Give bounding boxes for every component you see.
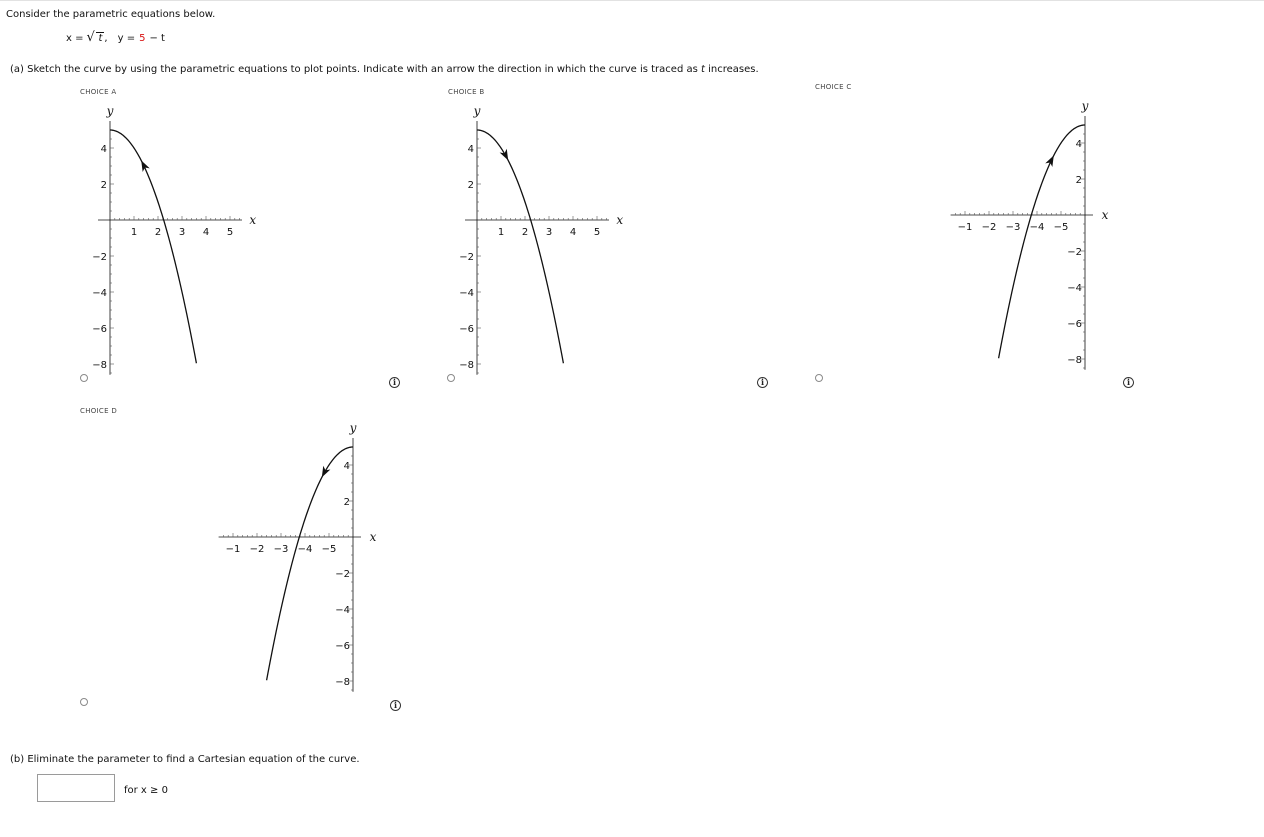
choice-a-radio[interactable]	[80, 374, 88, 382]
part-b-prompt: (b) Eliminate the parameter to find a Cartesian equation of the curve.	[10, 754, 360, 765]
x-tick-label: 5	[593, 227, 601, 238]
y-tick-label: 4	[467, 144, 474, 155]
x-tick-label: 3	[545, 227, 553, 238]
domain-condition: for x ≥ 0	[124, 785, 168, 796]
y-tick-label: −4	[92, 288, 107, 299]
x-tick-label: −1	[225, 544, 241, 555]
y-tick-label: 2	[1075, 175, 1082, 186]
y-tick-label: −2	[92, 252, 107, 263]
x-tick-label: −5	[1053, 222, 1069, 233]
y-tick-label: −6	[335, 641, 350, 652]
x-tick-label: 2	[154, 227, 162, 238]
choice-c-label: CHOICE C	[815, 83, 852, 91]
choice-b-label: CHOICE B	[448, 88, 485, 96]
x-tick-label: 1	[130, 227, 138, 238]
choice-c-graph	[820, 90, 1120, 385]
part-a-prompt: (a) Sketch the curve by using the parametric equations to plot points. Indicate with an arrow the direction in which the curve is traced as t increases.	[10, 64, 759, 75]
y-axis-label: y	[1081, 99, 1089, 113]
parametric-curve	[477, 130, 563, 363]
y-tick-label: 2	[343, 497, 350, 508]
x-tick-label: 5	[226, 227, 234, 238]
choice-a-graph	[85, 95, 385, 390]
eq-x-lhs: x =	[66, 33, 84, 44]
y-tick-label: −4	[459, 288, 474, 299]
top-divider	[0, 0, 1264, 1]
y-tick-label: −8	[335, 677, 350, 688]
x-tick-label: −5	[321, 544, 337, 555]
choice-c-radio[interactable]	[815, 374, 823, 382]
y-tick-label: −4	[1067, 283, 1082, 294]
y-tick-label: 4	[343, 461, 350, 472]
x-tick-label: 4	[569, 227, 577, 238]
x-tick-label: 1	[497, 227, 505, 238]
choice-b-graph	[452, 95, 752, 390]
x-tick-label: 4	[202, 227, 210, 238]
choice-d-graph	[88, 412, 388, 707]
choice-c-info-icon[interactable]: i	[1123, 377, 1134, 388]
parametric-curve	[110, 130, 196, 363]
direction-arrow-icon	[500, 149, 509, 161]
y-tick-label: −8	[459, 360, 474, 371]
radical-sign-icon: √	[86, 30, 95, 45]
y-tick-label: −6	[459, 324, 474, 335]
choice-a-label: CHOICE A	[80, 88, 117, 96]
y-axis-label: y	[473, 104, 481, 118]
choice-d-info-icon[interactable]: i	[390, 700, 401, 711]
problem-intro: Consider the parametric equations below.	[6, 9, 216, 20]
x-tick-label: −3	[1005, 222, 1021, 233]
eq-y-const: 5	[139, 33, 146, 44]
y-axis-label: y	[106, 104, 114, 118]
x-tick-label: −3	[273, 544, 289, 555]
x-tick-label: −1	[957, 222, 973, 233]
choice-b-radio[interactable]	[447, 374, 455, 382]
y-tick-label: −2	[335, 569, 350, 580]
y-tick-label: 2	[100, 180, 107, 191]
x-axis-label: x	[369, 530, 377, 544]
x-tick-label: −2	[981, 222, 997, 233]
y-tick-label: −4	[335, 605, 350, 616]
y-tick-label: −6	[92, 324, 107, 335]
eq-y-rest: − t	[149, 33, 165, 44]
eq-sep: ,	[104, 33, 108, 44]
parametric-equations	[66, 30, 165, 45]
y-tick-label: −8	[92, 360, 107, 371]
choice-b-info-icon[interactable]: i	[757, 377, 768, 388]
sqrt-t: √ t	[86, 30, 103, 45]
y-axis-label: y	[349, 421, 357, 435]
direction-arrow-icon	[322, 466, 331, 478]
y-tick-label: 4	[1075, 139, 1082, 150]
x-axis-label: x	[616, 213, 624, 227]
x-tick-label: −4	[1029, 222, 1045, 233]
choice-a-info-icon[interactable]: i	[389, 377, 400, 388]
y-tick-label: 4	[100, 144, 107, 155]
eq-y-lhs: y =	[117, 33, 136, 44]
choice-d-radio[interactable]	[80, 698, 88, 706]
x-axis-label: x	[1101, 208, 1109, 222]
cartesian-equation-input[interactable]	[37, 774, 115, 802]
y-tick-label: −6	[1067, 319, 1082, 330]
y-tick-label: −2	[1067, 247, 1082, 258]
y-tick-label: −2	[459, 252, 474, 263]
x-tick-label: −2	[249, 544, 265, 555]
y-tick-label: −8	[1067, 355, 1082, 366]
x-tick-label: 3	[178, 227, 186, 238]
x-axis-label: x	[249, 213, 257, 227]
x-tick-label: 2	[521, 227, 529, 238]
choice-d-label: CHOICE D	[80, 407, 118, 415]
x-tick-label: −4	[297, 544, 313, 555]
y-tick-label: 2	[467, 180, 474, 191]
